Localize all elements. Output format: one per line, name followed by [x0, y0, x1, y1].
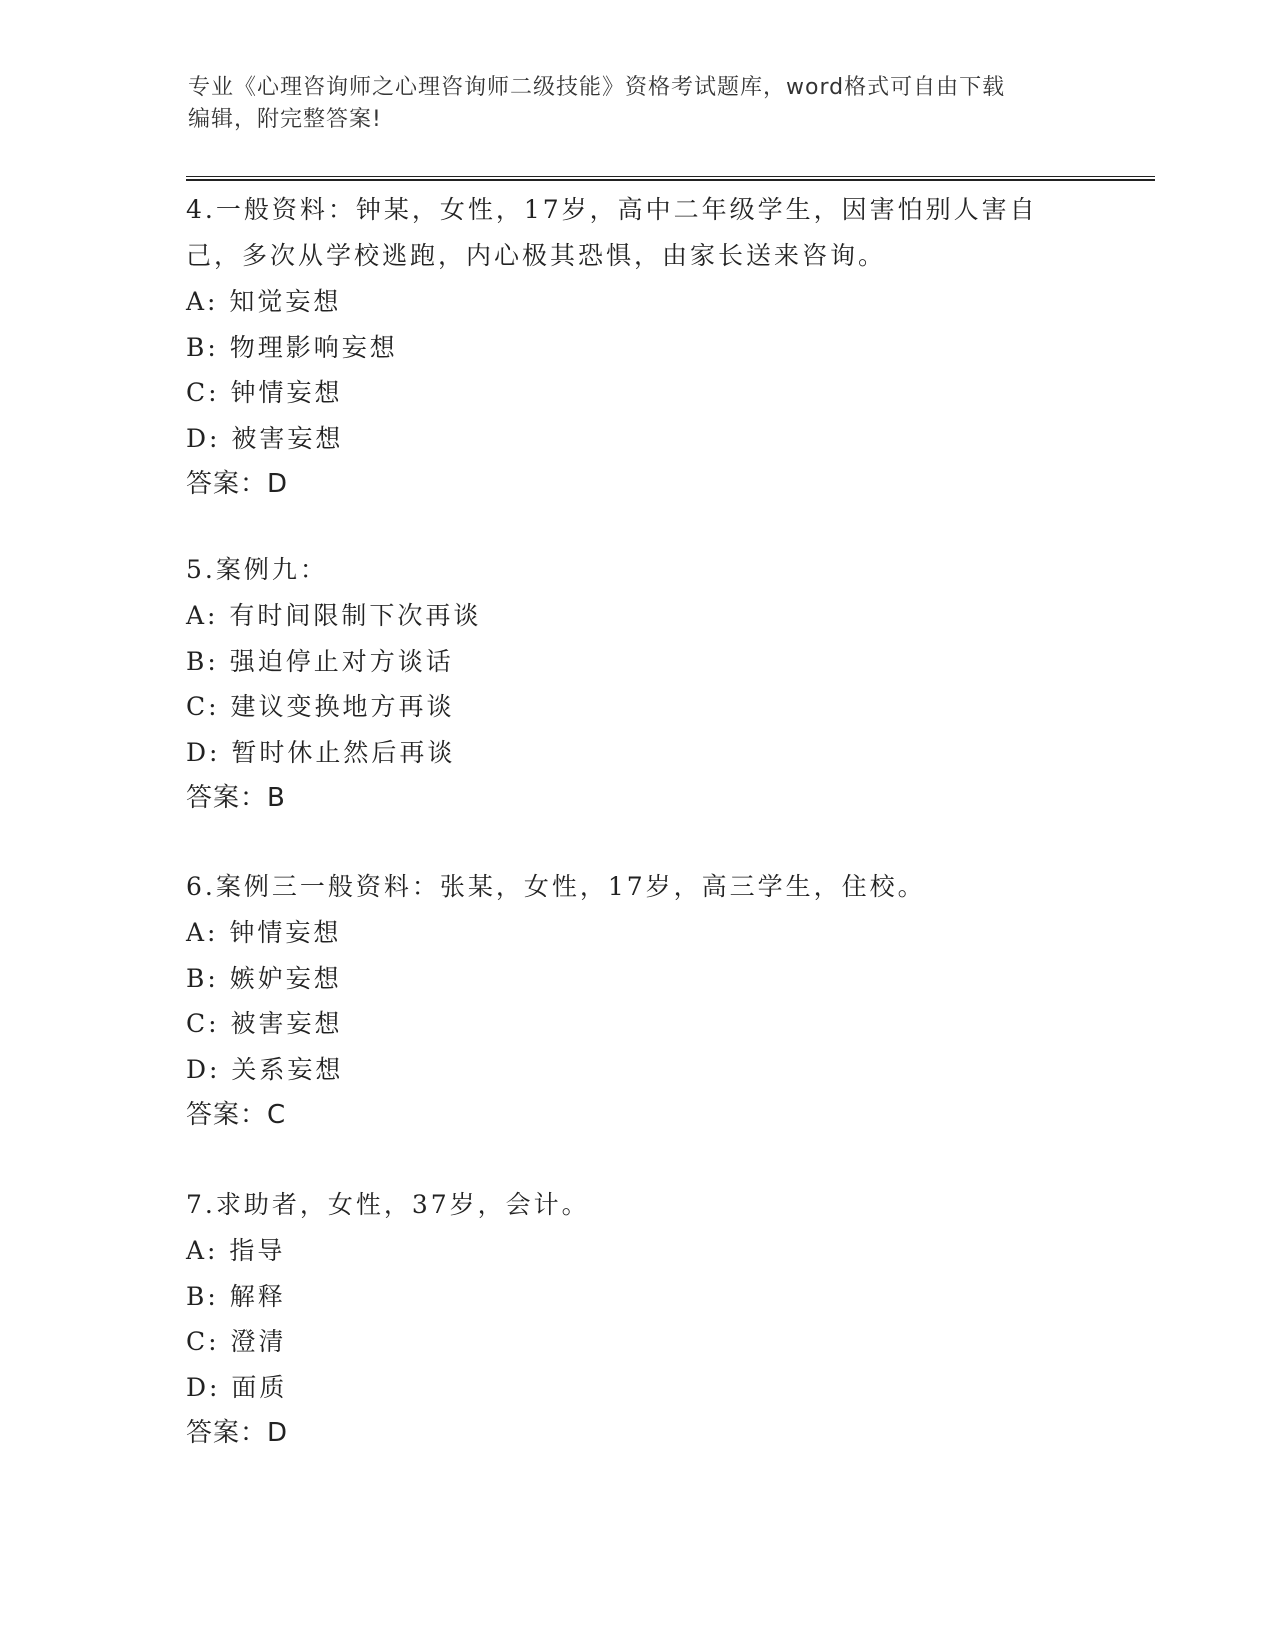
option-a: A: 知觉妄想 — [186, 287, 342, 316]
question-stem: 4.一般资料：钟某，女性，17岁，高中二年级学生，因害怕别人害自 — [186, 195, 1038, 224]
answer: 答案：D — [186, 469, 289, 499]
question-4 — [186, 187, 1086, 507]
option-d: D: 被害妄想 — [186, 423, 344, 453]
question-5 — [186, 547, 1086, 821]
option-a: A: 指导 — [186, 1236, 286, 1265]
header-divider — [186, 176, 1155, 181]
option-d: D: 关系妄想 — [186, 1054, 344, 1084]
header-line-2: 编辑，附完整答案! — [188, 107, 382, 132]
option-b: B: 解释 — [186, 1281, 286, 1311]
question-stem: 6.案例三一般资料：张某，女性，17岁，高三学生，住校。 — [186, 872, 926, 901]
question-6 — [186, 864, 1086, 1138]
option-b: B: 强迫停止对方谈话 — [186, 646, 454, 676]
header-line-1: 专业《心理咨询师之心理咨询师二级技能》资格考试题库，word格式可自由下载 — [188, 75, 1006, 100]
option-c: C: 被害妄想 — [186, 1009, 343, 1038]
question-stem: 5.案例九： — [186, 555, 328, 584]
option-a: A: 有时间限制下次再谈 — [186, 601, 482, 630]
answer: 答案：D — [186, 1418, 289, 1448]
option-c: C: 澄清 — [186, 1327, 287, 1356]
question-stem-continued: 己，多次从学校逃跑，内心极其恐惧，由家长送来咨询。 — [186, 241, 887, 270]
option-b: B: 物理影响妄想 — [186, 332, 398, 362]
option-c: C: 建议变换地方再谈 — [186, 692, 455, 721]
option-a: A: 钟情妄想 — [186, 918, 342, 947]
option-c: C: 钟情妄想 — [186, 378, 343, 407]
option-b: B: 嫉妒妄想 — [186, 963, 342, 993]
answer: 答案：B — [186, 783, 286, 813]
answer: 答案：C — [186, 1100, 287, 1130]
option-d: D: 面质 — [186, 1372, 288, 1402]
question-stem: 7.求助者，女性，37岁，会计。 — [186, 1190, 590, 1219]
question-7 — [186, 1182, 1086, 1456]
option-d: D: 暂时休止然后再谈 — [186, 737, 456, 767]
document-header — [188, 72, 1068, 136]
